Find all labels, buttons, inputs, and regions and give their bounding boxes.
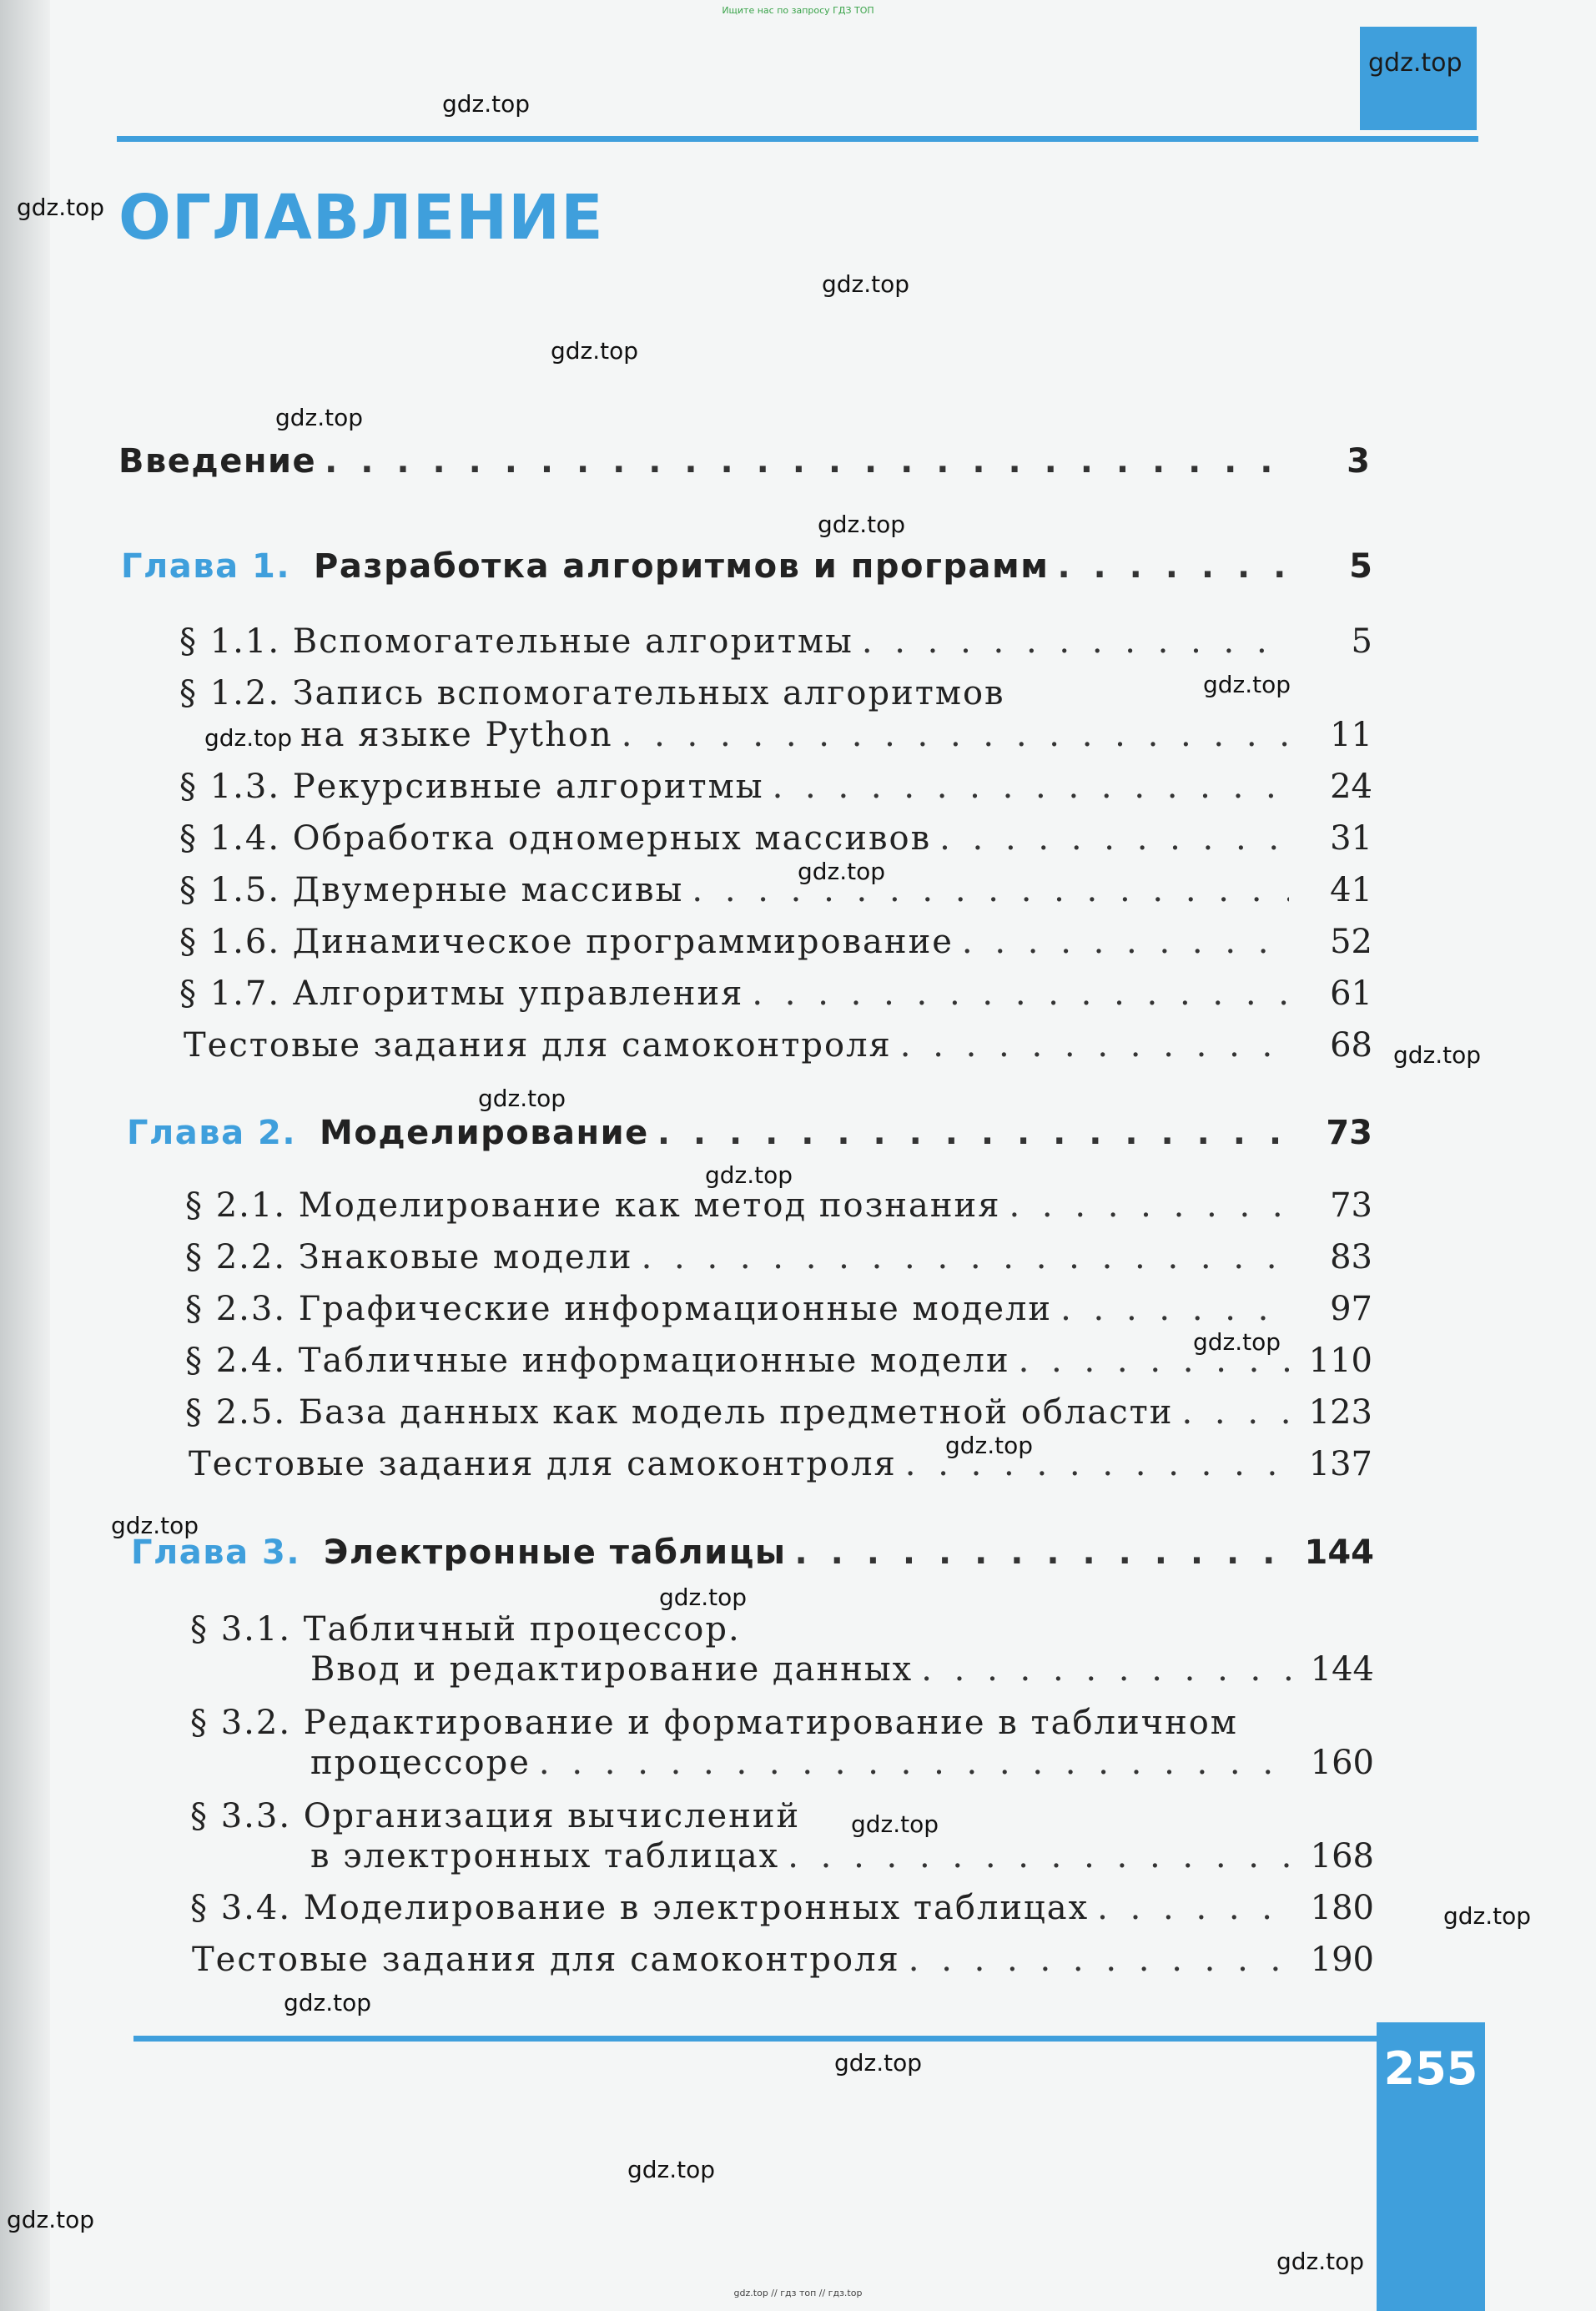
section-label: § 3.4. Моделирование в электронных таблицах (190, 1889, 1090, 1927)
section-page: 68 (1330, 1026, 1372, 1065)
section-page: 160 (1310, 1744, 1374, 1782)
section-label: § 1.3. Рекурсивные алгоритмы (179, 768, 764, 806)
watermark: gdz.top (659, 1583, 748, 1611)
section-page: 168 (1310, 1837, 1374, 1875)
watermark: gdz.top (627, 2156, 716, 2183)
section-page: 190 (1310, 1941, 1374, 1979)
dot-leader (900, 1026, 1289, 1065)
toc-section[interactable] (185, 1186, 1372, 1236)
section-page: 83 (1330, 1238, 1372, 1276)
header-rule (117, 136, 1478, 142)
watermark: gdz.top (851, 1810, 939, 1838)
watermark: gdz.top (284, 1989, 372, 2016)
chapter-number: Глава 2. (127, 1114, 297, 1152)
toc-section[interactable] (179, 819, 1372, 869)
watermark: gdz.top (478, 1085, 566, 1112)
watermark: gdz.top (1193, 1328, 1281, 1356)
dot-leader (795, 1533, 1291, 1572)
watermark: gdz.top (7, 2206, 95, 2233)
toc-self-test[interactable] (192, 1941, 1374, 1991)
chapter-title: Разработка алгоритмов и программ (314, 547, 1050, 586)
watermark: gdz.top (705, 1161, 793, 1189)
watermark: gdz.top (17, 194, 105, 221)
watermark: gdz.top (798, 858, 886, 885)
toc-section[interactable] (185, 1238, 1372, 1288)
section-label-cont: на языке Python (300, 716, 613, 754)
toc-section[interactable] (179, 622, 1372, 672)
section-label: § 2.5. База данных как модель предметной области (185, 1393, 1174, 1432)
toc-section[interactable] (190, 1889, 1374, 1939)
dot-leader (325, 442, 1286, 481)
section-label: § 1.1. Вспомогательные алгоритмы (179, 622, 853, 661)
section-page: 137 (1308, 1445, 1372, 1483)
toc-section[interactable] (179, 923, 1372, 973)
chapter-title: Электронные таблицы (324, 1533, 787, 1572)
dot-leader (692, 871, 1289, 909)
dot-leader (773, 768, 1289, 806)
page-title: ОГЛАВЛЕНИЕ (118, 182, 604, 254)
toc-section[interactable] (185, 1393, 1372, 1443)
section-label-cont: Ввод и редактирование данных (310, 1650, 914, 1689)
toc-chapter-1[interactable] (121, 547, 1372, 597)
watermark: gdz.top (1276, 2248, 1365, 2275)
toc-intro[interactable] (118, 442, 1370, 492)
section-page: 180 (1310, 1889, 1374, 1927)
toc-section[interactable] (310, 1650, 1374, 1700)
section-page: 5 (1351, 622, 1372, 661)
top-promo-note: Ищите нас по запросу ГДЗ ТОП (722, 5, 874, 16)
watermark: gdz.top (111, 1512, 199, 1539)
toc-intro-label: Введение (118, 442, 317, 481)
section-page: 11 (1330, 716, 1372, 754)
watermark: gdz.top (834, 2049, 923, 2077)
toc-intro-page: 3 (1347, 442, 1370, 481)
section-label: § 2.4. Табличные информационные модели (185, 1342, 1010, 1380)
section-page: 110 (1308, 1342, 1372, 1380)
section-label-cont: процессоре (310, 1744, 531, 1782)
section-label: § 2.2. Знаковые модели (185, 1238, 633, 1276)
toc-section[interactable] (310, 1744, 1374, 1794)
section-page: 61 (1330, 974, 1372, 1013)
section-label: § 1.4. Обработка одномерных массивов (179, 819, 932, 858)
dot-leader (1060, 1290, 1289, 1328)
dot-leader (788, 1837, 1291, 1875)
watermark: gdz.top (1443, 1902, 1532, 1930)
watermark: gdz.top (818, 511, 906, 538)
page-number: 255 (1383, 2042, 1478, 2095)
toc-self-test[interactable] (184, 1026, 1372, 1076)
toc-section[interactable] (179, 871, 1372, 921)
dot-leader (939, 819, 1289, 858)
dot-leader (909, 1941, 1291, 1979)
watermark: gdz.top (442, 90, 531, 118)
chapter-page: 144 (1304, 1533, 1374, 1572)
toc-section[interactable] (179, 768, 1372, 818)
watermark: gdz.top (275, 404, 364, 431)
toc-section[interactable] (310, 1837, 1374, 1887)
watermark: gdz.top (945, 1432, 1034, 1459)
section-page: 24 (1330, 768, 1372, 806)
section-label: § 2.3. Графические информационные модели (185, 1290, 1053, 1328)
dot-leader (642, 1238, 1289, 1276)
toc-self-test[interactable] (189, 1445, 1372, 1495)
dot-leader (539, 1744, 1291, 1782)
section-label: § 1.7. Алгоритмы управления (179, 974, 744, 1013)
dot-leader (657, 1114, 1289, 1152)
dot-leader (1097, 1889, 1291, 1927)
dot-leader (1009, 1186, 1289, 1225)
dot-leader (1057, 547, 1289, 586)
section-label[interactable]: § 3.3. Организация вычислений (190, 1797, 801, 1835)
section-page: 31 (1330, 819, 1372, 858)
dot-leader (622, 716, 1289, 754)
section-page: 73 (1330, 1186, 1372, 1225)
watermark: gdz.top (1393, 1041, 1482, 1069)
dot-leader (962, 923, 1289, 961)
section-label-cont: в электронных таблицах (310, 1837, 780, 1875)
toc-chapter-3[interactable] (131, 1533, 1374, 1583)
section-label: Тестовые задания для самоконтроля (189, 1445, 897, 1483)
section-label[interactable]: § 3.2. Редактирование и форматирование в табличном (190, 1704, 1238, 1742)
chapter-number: Глава 1. (121, 547, 291, 586)
toc-section[interactable] (300, 716, 1372, 766)
page-gutter-shade (0, 0, 50, 2311)
chapter-title: Моделирование (320, 1114, 649, 1152)
bottom-promo-note: gdz.top // гдз топ // гдз.top (733, 2288, 863, 2298)
section-label[interactable]: § 3.1. Табличный процессор. (190, 1610, 741, 1649)
watermark: gdz.top (551, 337, 639, 365)
dot-leader (862, 622, 1289, 661)
header-tab (1360, 27, 1477, 130)
section-label: § 1.6. Динамическое программирование (179, 923, 954, 961)
section-page: 41 (1330, 871, 1372, 909)
section-page: 52 (1330, 923, 1372, 961)
section-label[interactable]: § 1.2. Запись вспомогательных алгоритмов (179, 674, 1005, 712)
toc-section[interactable] (179, 974, 1372, 1025)
section-label: § 1.5. Двумерные массивы (179, 871, 684, 909)
section-label: Тестовые задания для самоконтроля (192, 1941, 900, 1979)
chapter-page: 5 (1349, 547, 1372, 586)
watermark: gdz.top (204, 724, 293, 752)
chapter-number: Глава 3. (131, 1533, 301, 1572)
footer-rule (133, 2036, 1377, 2042)
section-page: 97 (1330, 1290, 1372, 1328)
chapter-page: 73 (1326, 1114, 1372, 1152)
dot-leader (1181, 1393, 1289, 1432)
section-label: § 2.1. Моделирование как метод познания (185, 1186, 1001, 1225)
toc-chapter-2[interactable] (127, 1114, 1372, 1164)
watermark: gdz.top (1203, 671, 1291, 698)
section-page: 123 (1308, 1393, 1372, 1432)
header-tab-label: gdz.top (1368, 48, 1463, 78)
section-page: 144 (1310, 1650, 1374, 1689)
watermark: gdz.top (822, 270, 910, 298)
section-label: Тестовые задания для самоконтроля (184, 1026, 892, 1065)
dot-leader (921, 1650, 1291, 1689)
dot-leader (752, 974, 1289, 1013)
